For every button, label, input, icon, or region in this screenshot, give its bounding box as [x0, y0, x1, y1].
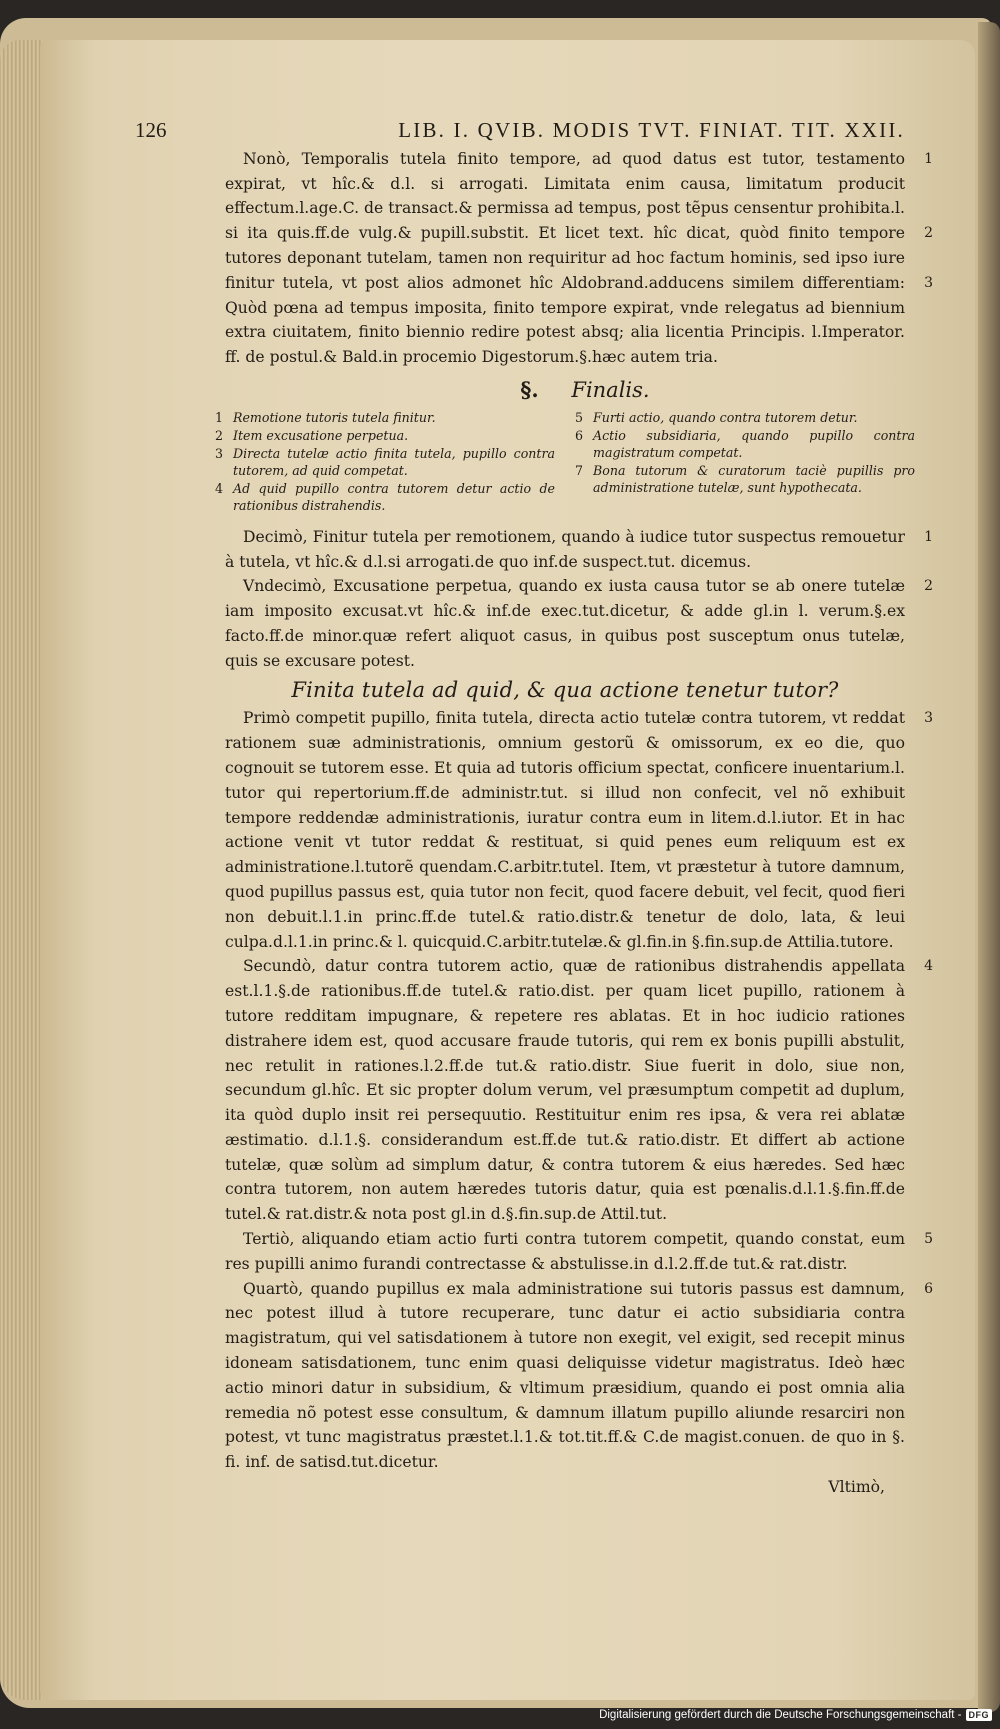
paragraph-text: Nonò, Temporalis tutela finito tempore, ad quod datus est tutor, testamento expirat, vt hîc.& d.l. si arrogati. Limitata enim causa, limitatum producit effectum.l.age.C. de transact.& permissa ad tempus, post tẽpus censentur prohibita.l. si ita quis.ff.de vulg.& pupill.substit. Et licet text. hîc dicat, quòd finito tempore tutores deponant tutelam, tamen non requiritur ad hoc factum hominis, sed ipso iure finitur tutela, vt post alios admonet hîc Aldobrand.adducens similem differentiam: Quòd pœna ad tempus imposita, finito tempore expirat, vnde relegatus ad biennium extra ciuitatem, finito biennio redire potest absq; alia licentia Principis. l.Imperator. ff. de postul.& Bald.in procemio Digestorum.§.hæc autem tria. — [225, 149, 905, 367]
summary-column-left — [215, 409, 555, 515]
section-heading — [225, 378, 905, 403]
paragraph-text: Secundò, datur contra tutorem actio, quæ de rationibus distrahendis appellata est.l.1.§.de rationibus.ff.de tutel.& ratio.dist. per quam licet pupillo, rationem à tutore redditam impugnare, & repetere res ablatas. Et in hoc iudicio rationes distrahere idem est, quod accusare fraude tutoris, qui rem ex bonis pupilli abstulit, nec retulit in rationes.l.2.ff.de tut.& ratio.distr. Siue fuerit in dolo, siue non, secundum gl.hîc. Et sic propter dolum verum, vel præsumptum competit ad duplum, ita quòd duplo insit rei persequutio. Restituitur enim res ipsa, & vera rei ablatæ æstimatio. d.l.1.§. considerandum est.ff.de tut.& ratio.distr. Et differt ab actione tutelæ, quæ solùm ad simplum datur, & contra tutorem & eius hæredes. Sed hæc contra tutorem, non autem hæredes tutoris datur, quia est pœnalis.d.l.1.§.fin.ff.de tutel.& rat.distr.& nota post gl.in d.§.fin.sup.de Attil.tut. — [225, 957, 905, 1224]
summary-item — [575, 409, 915, 426]
summary-column-right — [575, 409, 915, 515]
paragraph-text: Vndecimò, Excusatione perpetua, quando ex iusta causa tutor se ab onere tutelæ iam imposito excusat.vt hîc.& inf.de exec.tut.dicetur, & adde gl.in l. verum.§.ex facto.ff.de minor.quæ refert aliquot casus, in quibus post susceptum onus tutelæ, quis se excusare potest. — [225, 577, 905, 670]
footer-text: Digitalisierung gefördert durch die Deutsche Forschungsgemeinschaft - — [599, 1709, 962, 1721]
catchword: Vltimò, — [828, 1478, 885, 1497]
paragraph-secundo — [225, 954, 933, 1227]
running-title: LIB. I. QVIB. MODIS TVT. FINIAT. TIT. XXII. — [398, 118, 905, 142]
summary-text: Furti actio, quando contra tutorem detur. — [593, 409, 858, 425]
paragraph-decimo — [225, 525, 933, 575]
summary-text: Ad quid pupillo contra tutorem detur actio de rationibus distrahendis. — [233, 480, 555, 513]
summary-list — [215, 409, 915, 515]
paragraph-text: Primò competit pupillo, finita tutela, directa actio tutelæ contra tutorem, vt reddat rationem suæ administrationis, omnium gestorũ & omissorum, ex eo die, quo cognouit se tutorem esse. Et quia ad tutoris officium spectat, conficere inuentarium.l. tutor qui repertorium.ff.de administr.tut. si illud non confecit, vel nõ exhibuit tempore reddendæ administrationis, iuratur contra eum in litem.d.l.iutor. Et in hac actione venit vt tutor reddat & restituat, si quid penes eum reliquum est ex administratione.l.tutorẽ quendam.C.arbitr.tutel. Item, vt præstetur à tutore damnum, quod pupillus passus est, quia tutor non fecit, quod facere debuit, vel fecit, quod fieri non debuit.l.1.in princ.ff.de tutel.& ratio.distr.& tenetur de dolo, lata, & leui culpa.d.l.1.in princ.& l. quicquid.C.arbitr.tutelæ.& gl.fin.in §.fin.sup.de Attilia.tutore. — [225, 709, 905, 951]
summary-text: Remotione tutoris tutela finitur. — [233, 409, 436, 425]
paragraph-text: Decimò, Finitur tutela per remotionem, quando à iudice tutor suspectus remouetur à tutela, vt hîc.& d.l.si arrogati.de quo inf.de suspect.tut. dicemus. — [225, 527, 905, 571]
summary-number: 6 — [575, 427, 584, 443]
summary-item — [215, 480, 555, 514]
page-text — [135, 118, 933, 1500]
paragraph-nono — [225, 147, 933, 370]
section-title: Finalis. — [571, 377, 650, 402]
margin-number: 3 — [924, 710, 933, 727]
summary-item — [215, 445, 555, 479]
summary-number: 2 — [215, 427, 224, 443]
summary-item — [575, 427, 915, 461]
margin-number: 1 — [924, 528, 933, 545]
margin-number: 2 — [924, 578, 933, 595]
summary-number: 1 — [215, 409, 224, 425]
paragraph-text: Quartò, quando pupillus ex mala administratione sui tutoris passus est damnum, nec potest illud à tutore recuperare, tunc datur ei actio subsidiaria contra magistratum, qui vel satisdationem à tutore non exegit, vel exigit, sed recepit minus idoneam satisdationem, tunc enim quasi deliquisse videtur magistratus. Ideò hæc actio minori datur in subsidium, & vltimum præsidium, quando ei post omnia alia remedia nõ potest esse consultum, & damnum illatum pupillo aliunde resarciri non potest, vt tunc magistratus præstet.l.1.& tot.tit.ff.& C.de magist.conuen. de quo in §. fi. inf. de satisd.tut.dicetur. — [225, 1279, 905, 1472]
summary-item — [215, 427, 555, 444]
summary-text: Item excusatione perpetua. — [233, 427, 409, 443]
section-mark: §. — [520, 376, 539, 402]
summary-item — [215, 409, 555, 426]
summary-number: 5 — [575, 409, 584, 425]
summary-text: Directa tutelæ actio finita tutela, pupillo contra tutorem, ad quid competat. — [233, 445, 555, 478]
paragraph-quarto — [225, 1277, 933, 1475]
summary-item — [575, 462, 915, 496]
digitization-footer — [580, 1704, 1000, 1726]
summary-text: Bona tutorum & curatorum taciè pupillis pro administratione tutelæ, sunt hypothecata. — [593, 462, 915, 495]
summary-text: Actio subsidiaria, quando pupillo contra magistratum competat. — [593, 427, 915, 460]
page-number: 126 — [135, 118, 167, 142]
margin-number: 1 — [924, 150, 933, 167]
margin-number: 3 — [924, 274, 933, 291]
summary-number: 7 — [575, 462, 584, 478]
subheading: Finita tutela ad quid, & qua actione tenetur tutor? — [291, 677, 839, 702]
summary-number: 4 — [215, 480, 224, 496]
margin-number: 5 — [924, 1231, 933, 1248]
dfg-logo-icon: DFG — [966, 1709, 993, 1721]
summary-number: 3 — [215, 445, 224, 461]
paragraph-primo — [225, 706, 933, 954]
margin-number: 6 — [924, 1280, 933, 1297]
paragraph-text: Tertiò, aliquando etiam actio furti contra tutorem competit, quando constat, eum res pupilli animo furandi contrectasse & abstulisse.in d.l.2.ff.de tut.& rat.distr. — [225, 1230, 905, 1273]
margin-number: 4 — [924, 958, 933, 975]
book-right-edge — [978, 22, 1000, 1712]
running-header — [135, 118, 905, 143]
page-edges — [0, 40, 42, 1700]
paragraph-vndecimo — [225, 574, 933, 673]
margin-number: 2 — [924, 224, 933, 241]
paragraph-tertio — [225, 1227, 933, 1277]
